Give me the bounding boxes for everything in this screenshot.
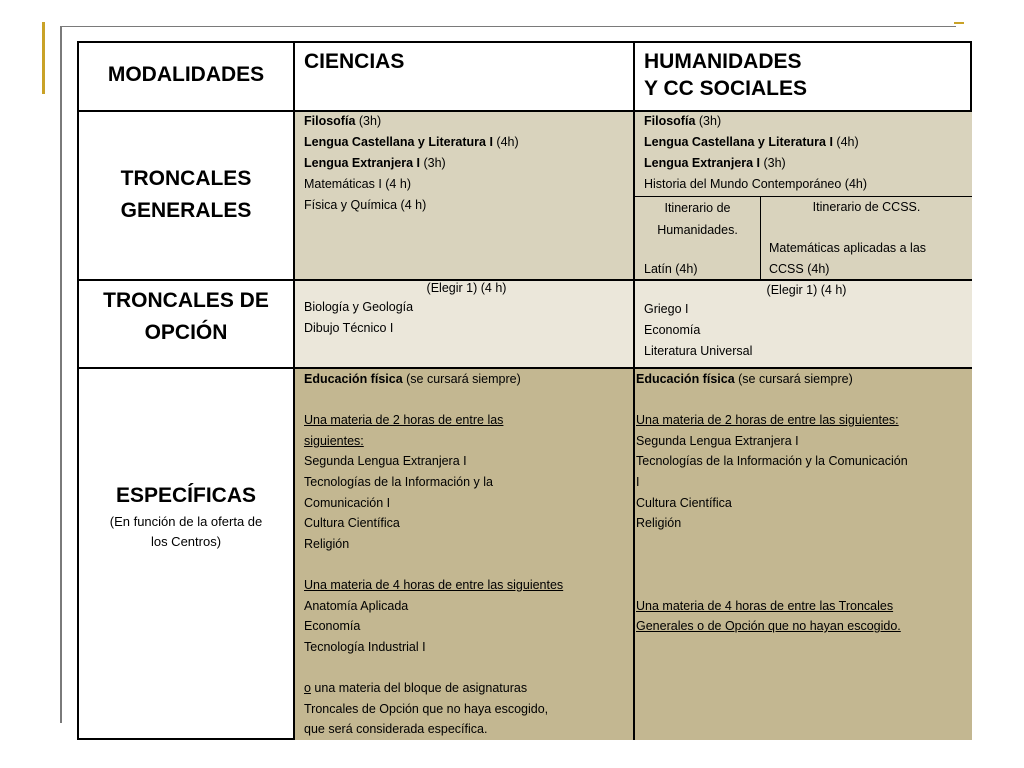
header-ciencias: CIENCIAS	[304, 50, 405, 73]
especificas-ciencias	[304, 369, 632, 740]
spacer	[636, 534, 971, 555]
alternative-line: que será considerada específica.	[304, 722, 488, 737]
subject-line	[304, 111, 629, 132]
alternative-line	[304, 678, 632, 699]
subject-line: Tecnologías de la Información y la Comunicación	[636, 454, 908, 469]
itinerario-humanidades-subject: Latín (4h)	[644, 262, 698, 276]
troncales-opcion-ciencias	[304, 280, 629, 339]
row-title-line: TRONCALES	[120, 167, 252, 190]
subject-line	[304, 153, 629, 174]
subject-line: Griego I	[644, 302, 689, 316]
subject-name: Lengua Extranjera I	[304, 156, 421, 170]
spacer	[636, 390, 971, 411]
frame-line-left	[60, 26, 62, 723]
subject-line	[304, 369, 632, 390]
subject-name: Lengua Extranjera I	[644, 156, 761, 170]
row-subtitle-line: los Centros)	[150, 534, 222, 549]
subject-line: Tecnología Industrial I	[304, 639, 426, 654]
troncales-generales-humanidades	[644, 111, 969, 195]
choose-note: (Elegir 1) (4 h)	[426, 281, 507, 295]
itinerario-humanidades	[635, 197, 760, 241]
subject-line: Historia del Mundo Contemporáneo (4h)	[644, 177, 868, 191]
group-heading: Generales o de Opción que no hayan escogido.	[636, 619, 901, 634]
subject-hours: (3h)	[695, 114, 722, 128]
subject-hours: (3h)	[355, 114, 382, 128]
modalidades-table	[77, 41, 972, 740]
group-heading: Una materia de 4 horas de entre las Troncales	[636, 598, 894, 613]
subject-line: Cultura Científica	[304, 516, 400, 531]
subject-line: CCSS (4h)	[769, 262, 830, 276]
row-title-troncales-opcion	[79, 285, 293, 349]
frame-line-top	[60, 26, 956, 27]
group-heading: Una materia de 2 horas de entre las siguientes:	[636, 413, 899, 428]
subject-line: Segunda Lengua Extranjera I	[304, 454, 467, 469]
subject-line	[636, 369, 971, 390]
subject-hours: (4h)	[832, 135, 859, 149]
accent-bar-left	[42, 22, 45, 94]
subject-name: Lengua Castellana y Literatura I	[644, 135, 833, 149]
subject-line: Segunda Lengua Extranjera I	[636, 433, 799, 448]
subject-line: Economía	[304, 619, 361, 634]
subject-line: Tecnologías de la Información y la	[304, 474, 493, 489]
grid-line	[633, 43, 635, 740]
subject-line: Matemáticas I (4 h)	[304, 177, 411, 191]
group-heading: Una materia de 2 horas de entre las	[304, 413, 504, 428]
spacer	[304, 554, 632, 575]
spacer	[636, 554, 971, 575]
alternative-line: Troncales de Opción que no haya escogido,	[304, 701, 549, 716]
row-title-line: GENERALES	[120, 199, 252, 222]
especificas-humanidades	[636, 369, 971, 637]
spacer	[304, 657, 632, 678]
row-title-line: ESPECÍFICAS	[115, 484, 257, 507]
itinerario-title: Itinerario de	[664, 201, 731, 215]
spacer	[304, 390, 632, 411]
subject-name: Filosofía	[644, 114, 696, 128]
spacer	[636, 575, 971, 596]
subject-line: Religión	[636, 516, 682, 531]
accent-bar-right	[954, 22, 964, 24]
subject-line: Comunicación I	[304, 495, 391, 510]
subject-name: Lengua Castellana y Literatura I	[304, 135, 493, 149]
itinerario-ccss-subject	[769, 238, 969, 280]
subject-line	[644, 153, 969, 174]
subject-hours: (4h)	[492, 135, 519, 149]
subject-line	[304, 132, 629, 153]
subject-line	[644, 111, 969, 132]
header-humanidades-line2: Y CC SOCIALES	[644, 77, 807, 100]
subject-hours: (3h)	[760, 156, 786, 170]
subject-line: Matemáticas aplicadas a las	[769, 241, 927, 255]
alt-text: una materia del bloque de asignaturas	[310, 680, 528, 695]
subject-line: Física y Química (4 h)	[304, 198, 427, 212]
header-modalidades: MODALIDADES	[107, 63, 265, 86]
subject-line: I	[636, 474, 640, 489]
grid-line	[293, 43, 295, 740]
row-title-troncales-generales	[79, 163, 293, 227]
subject-name: Educación física	[304, 372, 403, 386]
subject-line: Literatura Universal	[644, 344, 753, 358]
group-heading: siguientes:	[304, 433, 364, 448]
subject-line: Biología y Geología	[304, 300, 414, 314]
alt-o: o	[304, 680, 311, 695]
subject-line: Cultura Científica	[636, 495, 732, 510]
header-humanidades-line1: HUMANIDADES	[644, 50, 802, 73]
row-subtitle-line: (En función de la oferta de	[109, 514, 263, 529]
itinerario-ccss: Itinerario de CCSS.	[812, 200, 921, 214]
subject-name: Educación física	[636, 372, 735, 386]
subject-line	[644, 132, 969, 153]
itinerario-title: Humanidades.	[657, 223, 738, 237]
subject-line: Religión	[304, 536, 350, 551]
subject-hours: (3h)	[420, 156, 446, 170]
choose-note: (Elegir 1) (4 h)	[766, 283, 847, 297]
row-title-especificas	[79, 480, 293, 552]
header-humanidades	[644, 48, 964, 102]
row-title-line: TRONCALES DE	[103, 289, 269, 312]
subject-line: Anatomía Aplicada	[304, 598, 409, 613]
subject-note: (se cursará siempre)	[734, 372, 853, 386]
group-heading: Una materia de 4 horas de entre las siguientes	[304, 577, 564, 592]
troncales-generales-ciencias	[304, 111, 629, 216]
troncales-opcion-humanidades	[644, 282, 969, 362]
subject-line: Economía	[644, 323, 701, 337]
subject-line: Dibujo Técnico I	[304, 321, 394, 335]
subject-note: (se cursará siempre)	[402, 372, 521, 386]
row-title-line: OPCIÓN	[144, 321, 228, 344]
subject-name: Filosofía	[304, 114, 356, 128]
